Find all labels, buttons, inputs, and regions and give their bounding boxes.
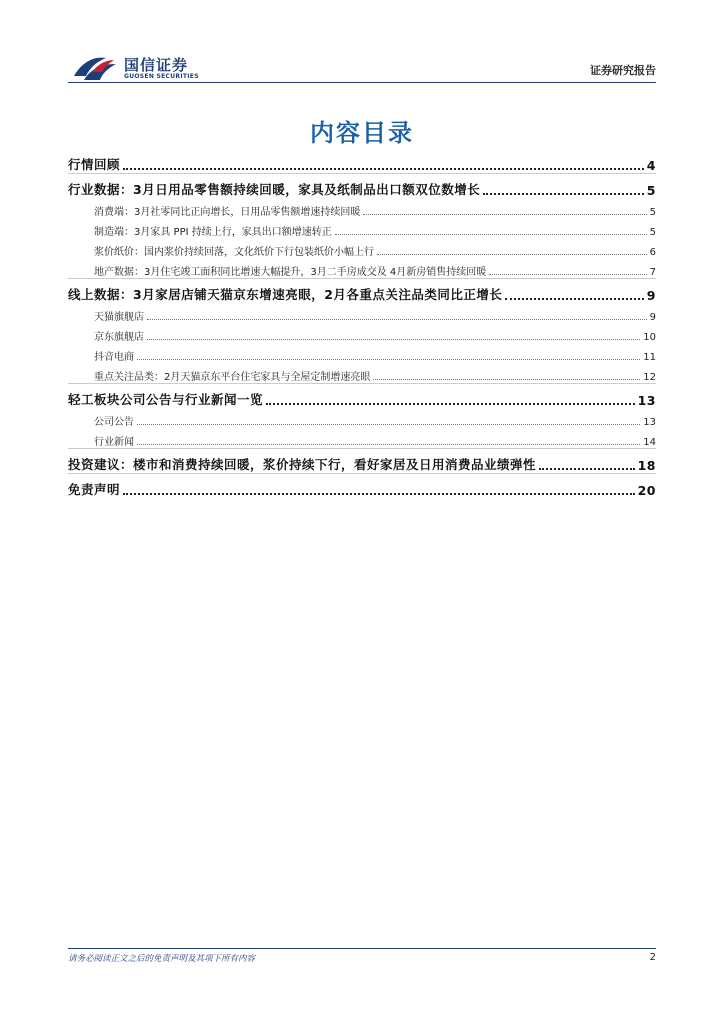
- page-number: 2: [649, 952, 656, 963]
- toc-entry-page: 11: [643, 352, 656, 363]
- table-of-contents: [68, 149, 656, 498]
- toc-leader-dots: [137, 424, 640, 425]
- toc-entry-label: 消费端：3月社零同比正向增长，日用品零售额增速持续回暖: [94, 207, 361, 218]
- toc-entry-label: 天猫旗舰店: [94, 312, 144, 323]
- toc-entry-page: 13: [637, 393, 656, 408]
- toc-subsection-entry[interactable]: [94, 363, 656, 383]
- toc-entry-page: 5: [649, 227, 656, 238]
- report-type-label: 证券研究报告: [590, 64, 656, 77]
- toc-leader-dots: [137, 444, 640, 445]
- guosen-logo-icon: [72, 52, 118, 84]
- toc-entry-label: 投资建议：楼市和消费持续回暖，浆价持续下行，看好家居及日用消费品业绩弹性: [68, 457, 537, 472]
- toc-entry-label: 地产数据：3月住宅竣工面积同比增速大幅提升，3月二手房成交及 4月新房销售持续回暖: [94, 267, 487, 278]
- toc-entry-label: 行业新闻: [94, 437, 134, 448]
- toc-entry-label: 行业数据：3月日用品零售额持续回暖，家具及纸制品出口额双位数增长: [68, 182, 481, 197]
- toc-leader-dots: [483, 193, 644, 195]
- toc-section-entry[interactable]: [68, 448, 656, 473]
- toc-entry-page: 18: [637, 458, 656, 473]
- toc-entry-page: 6: [649, 247, 656, 258]
- toc-subsection-entry[interactable]: [94, 258, 656, 278]
- toc-leader-dots: [505, 298, 643, 300]
- toc-entry-label: 制造端：3月家具 PPI 持续上行，家具出口额增速转正: [94, 227, 332, 238]
- toc-entry-page: 4: [646, 158, 656, 173]
- toc-title: 内容目录: [310, 119, 414, 147]
- toc-subsection-entry[interactable]: [94, 198, 656, 218]
- disclaimer-note: 请务必阅读正文之后的免责声明及其项下所有内容: [68, 954, 256, 964]
- toc-leader-dots: [266, 403, 635, 405]
- toc-entry-page: 7: [649, 267, 656, 278]
- logo-chinese-name: 国信证券: [124, 56, 189, 74]
- toc-section-entry[interactable]: [68, 278, 656, 303]
- toc-entry-label: 线上数据：3月家居店铺天猫京东增速亮眼，2月各重点关注品类同比正增长: [68, 287, 503, 302]
- toc-subsection-entry[interactable]: [94, 218, 656, 238]
- toc-leader-dots: [147, 319, 647, 320]
- toc-subsection-entry[interactable]: [94, 303, 656, 323]
- toc-entry-page: 12: [643, 372, 656, 383]
- toc-leader-dots: [123, 493, 635, 495]
- toc-entry-label: 公司公告: [94, 417, 134, 428]
- toc-entry-label: 行情回顾: [68, 157, 121, 172]
- toc-entry-page: 20: [637, 483, 656, 498]
- toc-section-entry[interactable]: [68, 149, 656, 173]
- header-divider: [68, 82, 656, 83]
- toc-section-entry[interactable]: [68, 473, 656, 498]
- toc-entry-label: 重点关注品类：2月天猫京东平台住宅家具与全屋定制增速亮眼: [94, 372, 371, 383]
- toc-subsection-entry[interactable]: [94, 343, 656, 363]
- toc-leader-dots: [363, 214, 646, 215]
- toc-leader-dots: [373, 379, 640, 380]
- toc-leader-dots: [123, 168, 644, 170]
- toc-leader-dots: [539, 468, 635, 470]
- toc-entry-label: 京东旗舰店: [94, 332, 144, 343]
- toc-leader-dots: [137, 359, 640, 360]
- toc-entry-page: 5: [649, 207, 656, 218]
- toc-subsection-entry[interactable]: [94, 238, 656, 258]
- toc-subsection-entry[interactable]: [94, 408, 656, 428]
- toc-entry-label: 抖音电商: [94, 352, 134, 363]
- toc-subsection-entry[interactable]: [94, 428, 656, 448]
- toc-leader-dots: [377, 254, 647, 255]
- page-header: [0, 0, 724, 90]
- toc-entry-page: 13: [643, 417, 656, 428]
- toc-leader-dots: [147, 339, 640, 340]
- toc-leader-dots: [489, 274, 646, 275]
- toc-entry-label: 浆价纸价：国内浆价持续回落，文化纸价下行包装纸价小幅上行: [94, 247, 374, 258]
- toc-entry-label: 免责声明: [68, 482, 121, 497]
- toc-section-entry[interactable]: [68, 383, 656, 408]
- toc-subsection-entry[interactable]: [94, 323, 656, 343]
- toc-entry-page: 10: [643, 332, 656, 343]
- toc-entry-page: 5: [646, 183, 656, 198]
- company-logo: [72, 52, 202, 84]
- toc-section-entry[interactable]: [68, 173, 656, 198]
- toc-leader-dots: [335, 234, 647, 235]
- toc-entry-page: 14: [643, 437, 656, 448]
- footer-divider: [68, 948, 656, 949]
- toc-entry-page: 9: [646, 288, 656, 303]
- toc-entry-page: 9: [649, 312, 656, 323]
- toc-entry-label: 轻工板块公司公告与行业新闻一览: [68, 392, 264, 407]
- logo-english-name: GUOSEN SECURITIES: [124, 73, 199, 80]
